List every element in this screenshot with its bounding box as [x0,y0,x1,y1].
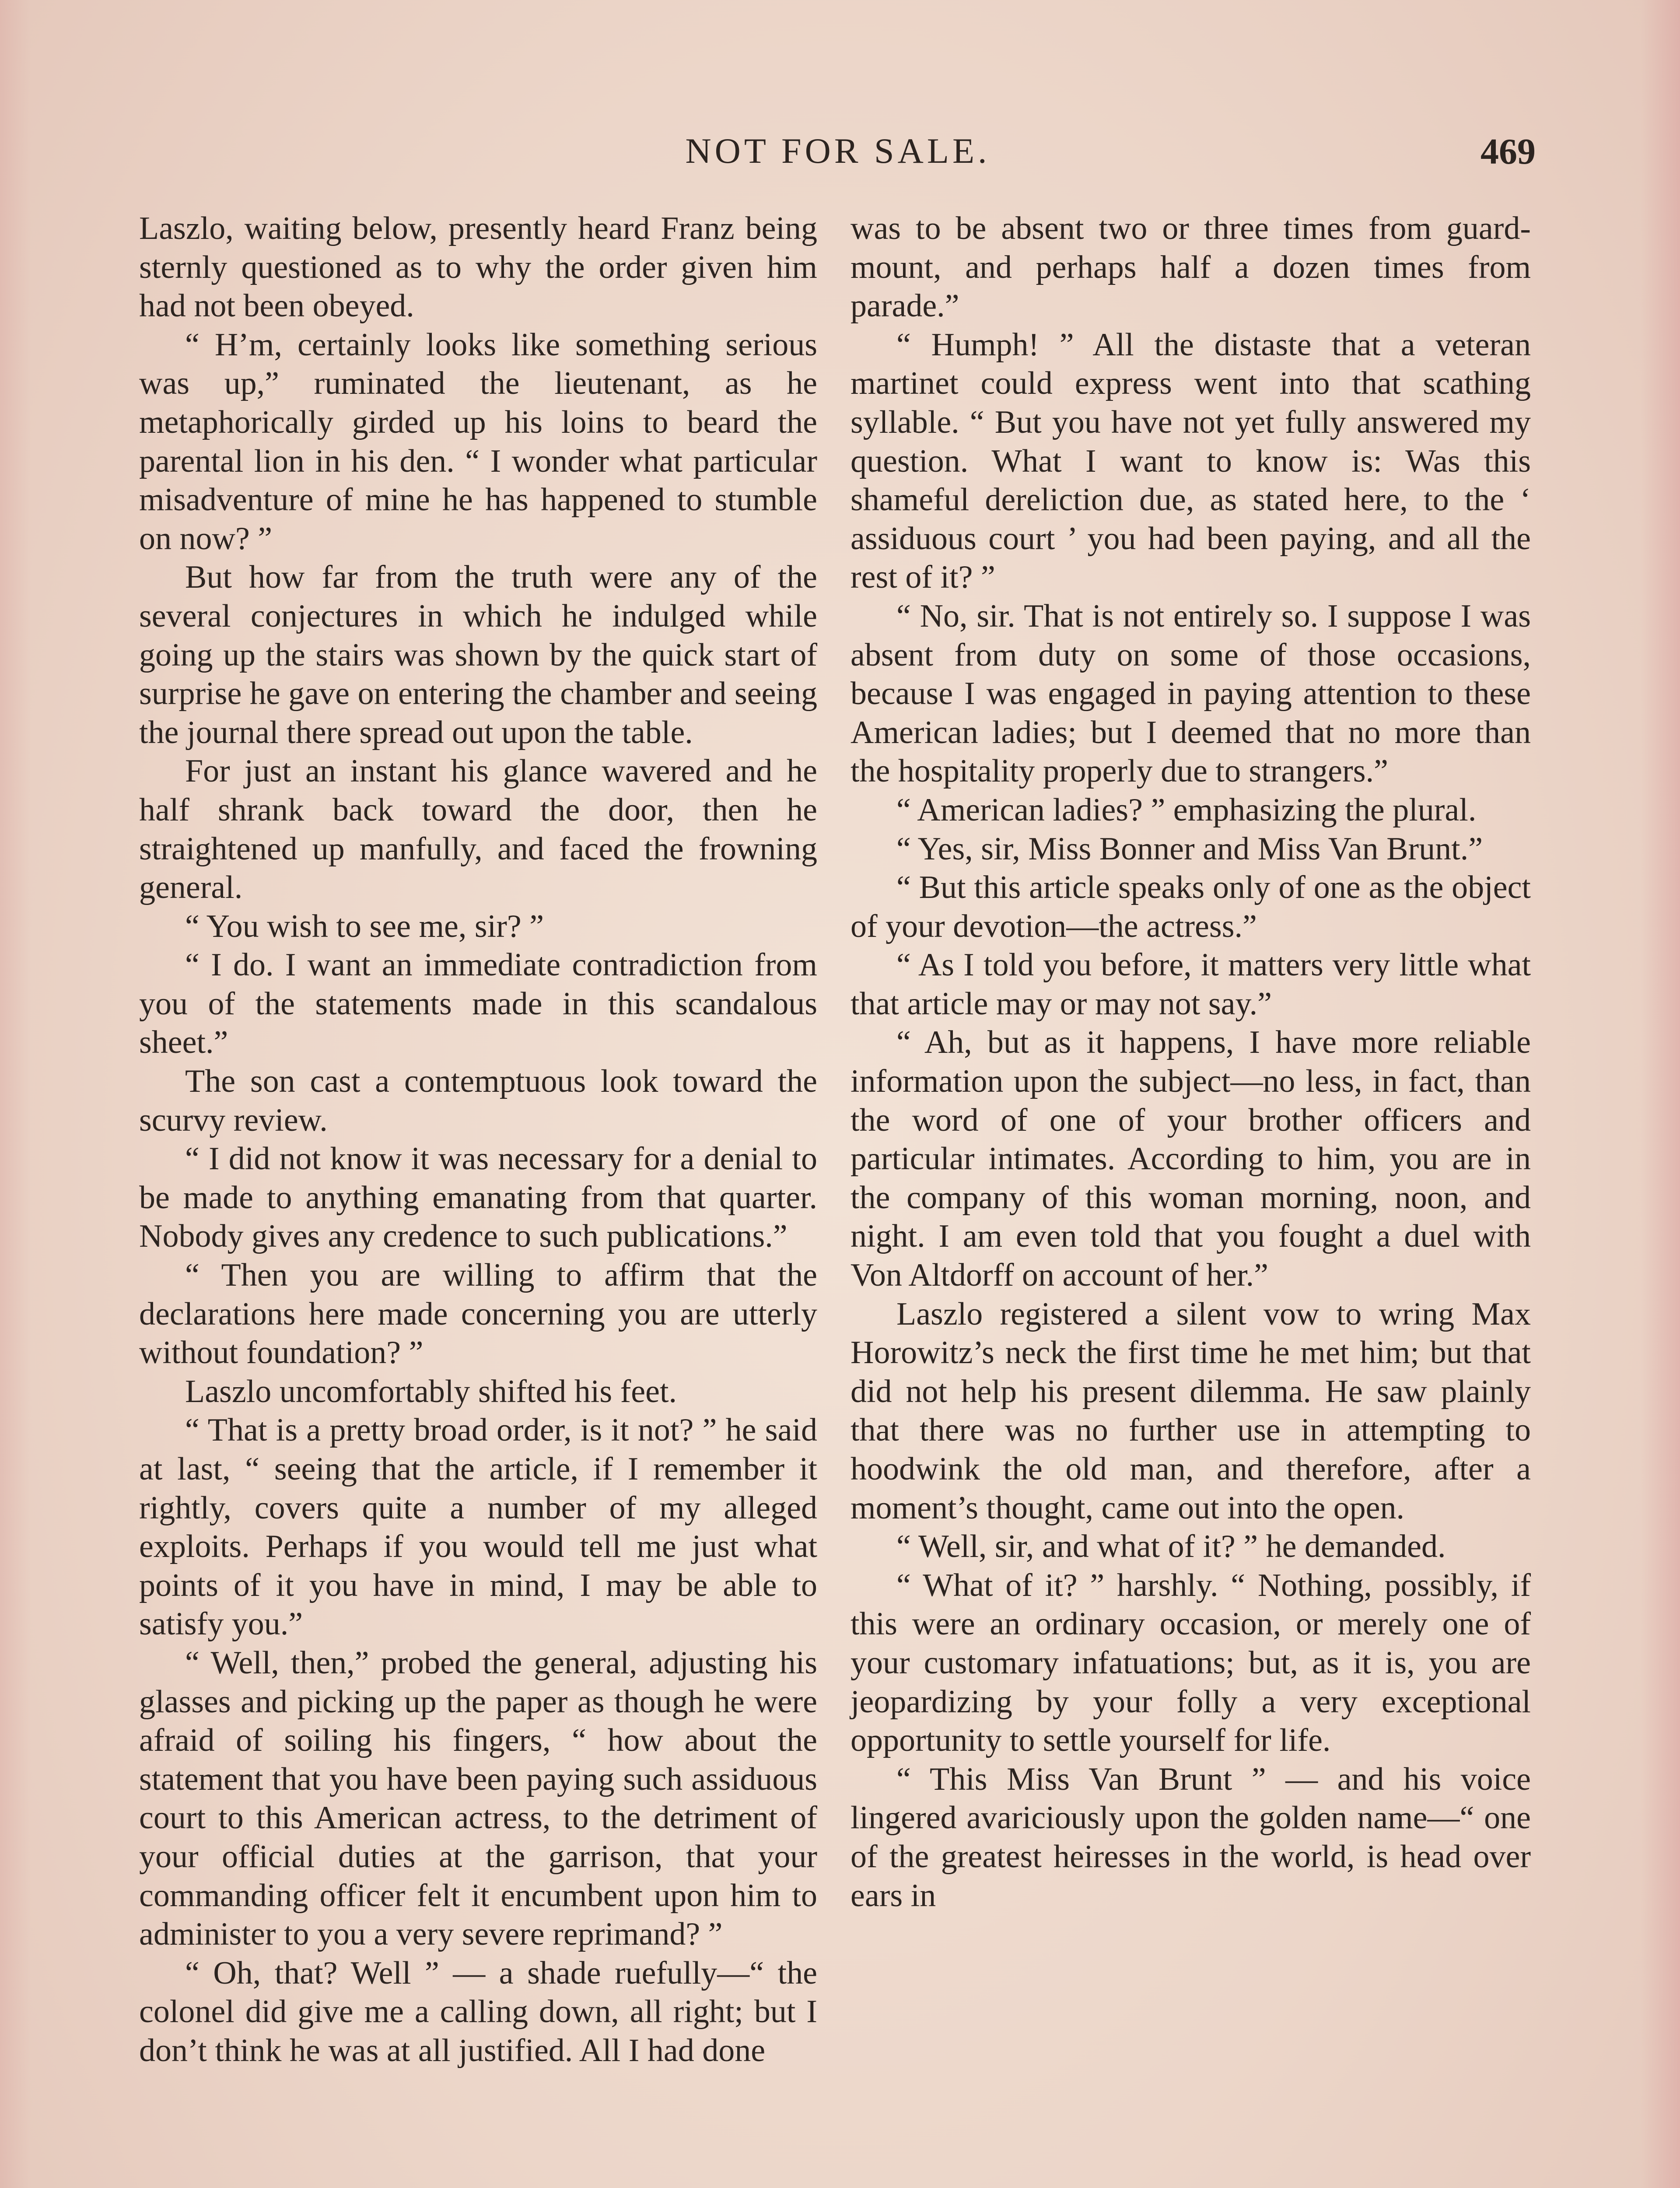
paragraph: “ But this article speaks only of one as the object of your devotion—the actress.” [850,870,1531,944]
page-edge-right [1641,0,1680,2188]
page-header [140,130,1536,179]
paragraph: “ Well, then,” probed the general, adjusting his glasses and picking up the paper as though he were afraid of soiling his fingers, “ how about the statement that you have been paying such assiduous court to this American actress, to the detriment of your official duties at the garrison, that your commanding officer felt it encumbent upon him to administer to you a very severe reprimand? ” [139,1645,817,1953]
paragraph: “ No, sir. That is not entirely so. I suppose I was absent from duty on some of those occasions, because I was engaged in paying attention to these American ladies; but I deemed that no more than the hospitality properly due to strangers.” [850,598,1531,789]
paragraph: For just an instant his glance wavered and he half shrank back toward the door, then he straightened up manfully, and faced the frowning general. [139,753,817,906]
paragraph: “ What of it? ” harshly. “ Nothing, possibly, if this were an ordinary occasion, or merely one of your customary infatuations; but, as it is, you are jeopardizing by your folly a very exceptional opportunity to settle yourself for life. [850,1567,1531,1759]
paragraph: “ Humph! ” All the distaste that a veteran martinet could express went into that scathing syllable. “ But you have not yet fully answered my question. What I want to know is: Was this shameful dereliction due, as stated here, to the ‘ assiduous court ’ you had been paying, and all the rest of it? ” [850,326,1531,596]
running-title: NOT FOR SALE. [685,131,990,171]
paragraph: “ American ladies? ” emphasizing the plural. [896,792,1477,828]
paragraph: Laszlo uncomfortably shifted his feet. [185,1373,677,1410]
page-edge-left [0,0,31,2188]
paragraph: “ This Miss Van Brunt ” — and his voice lingered avariciously upon the golden name—“ one of the greatest heiresses in the world, is head over ears in [850,1761,1531,1914]
paragraph: “ H’m, certainly looks like something serious was up,” ruminated the lieutenant, as he metaphorically girded up his loins to beard the parental lion in his den. “ I wonder what particular misadventure of mine he has happened to stumble on now? ” [139,326,817,557]
paragraph: “ As I told you before, it matters very little what that article may or may not say.” [850,947,1531,1022]
paragraph: was to be absent two or three times from guard-mount, and perhaps half a dozen times from parade.” [850,210,1531,324]
paragraph: “ You wish to see me, sir? ” [185,908,544,944]
paragraph: But how far from the truth were any of the several conjectures in which he indulged while going up the stairs was shown by the quick start of surprise he gave on entering the chamber and seeing the journal there spread out upon the table. [139,559,817,750]
paragraph: “ Then you are willing to affirm that the declarations here made concerning you are utterly without foundation? ” [139,1257,817,1371]
left-column [139,209,817,2188]
paragraph: “ I did not know it was necessary for a denial to be made to anything emanating from that quarter. Nobody gives any credence to such publications.” [139,1141,817,1255]
paragraph: “ Yes, sir, Miss Bonner and Miss Van Brunt.” [896,831,1483,867]
page-number: 469 [1480,131,1536,172]
paragraph: “ Oh, that? Well ” — a shade ruefully—“ the colonel did give me a calling down, all right; but I don’t think he was at all justified. All I had done [139,1955,817,2069]
paragraph: “ Ah, but as it happens, I have more reliable information upon the subject—no less, in fact, than the word of one of your brother officers and particular intimates. According to him, you are in the company of this woman morning, noon, and night. I am even told that you fought a duel with Von Altdorff on account of her.” [850,1024,1531,1294]
paragraph: The son cast a contemptuous look toward the scurvy review. [139,1063,817,1138]
paragraph: “ That is a pretty broad order, is it not? ” he said at last, “ seeing that the article, if I remember it rightly, covers quite a number of my alleged exploits. Perhaps if you would tell me just what points of it you have in mind, I may be able to satisfy you.” [139,1412,817,1642]
paragraph: “ I do. I want an immediate contradiction from you of the statements made in this scandalous sheet.” [139,947,817,1061]
paragraph: Laszlo registered a silent vow to wring Max Horowitz’s neck the first time he met him; but that did not help his present dilemma. He saw plainly that there was no further use in attempting to hoodwink the old man, and therefore, after a moment’s thought, came out into the open. [850,1296,1531,1526]
paragraph: Laszlo, waiting below, presently heard Franz being sternly questioned as to why the order given him had not been obeyed. [139,210,817,324]
paragraph: “ Well, sir, and what of it? ” he demanded. [896,1529,1446,1565]
right-column [850,209,1531,2188]
